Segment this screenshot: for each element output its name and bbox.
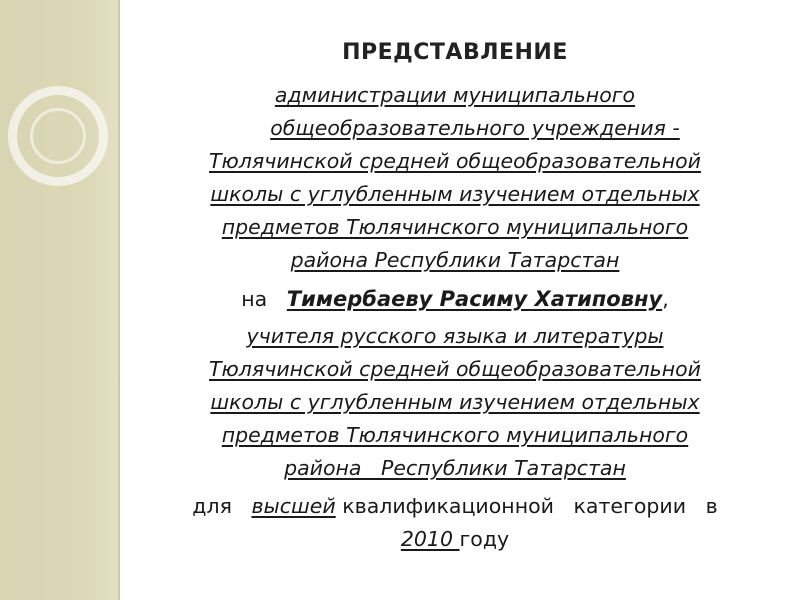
admin-line-4: школы с углубленным изучением отдельных [210,182,700,206]
category-qualification: квалификационной [342,494,554,518]
category-highest: высшей [251,494,336,518]
position-line-2: Тюлячинской средней общеобразовательной [209,357,701,381]
nominee-prefix: на [241,287,268,311]
category-word-in: в [705,494,718,518]
decorative-inner-ring [30,108,86,164]
document-content [130,0,780,600]
admin-line-1: администрации муниципального [274,83,636,107]
position-line-1: учителя русского языка и литературы [246,324,664,348]
admin-line-2: общеобразовательного учреждения - [270,116,680,140]
category-word-category: категории [573,494,687,518]
admin-line-6: района Республики Татарстан [290,248,620,272]
decorative-side-band [0,0,118,600]
category-year-word: году [459,527,510,551]
admin-line-5: предметов Тюлячинского муниципального [221,215,689,239]
nominee-line [130,286,780,312]
position-line-5: района Республики Татарстан [284,456,626,480]
category-word-for: для [192,494,232,518]
category-year: 2010 [400,527,460,551]
document-title: ПРЕДСТАВЛЕНИЕ [342,40,568,65]
year-line [130,526,780,552]
admin-line-3: Тюлячинской средней общеобразовательной [209,149,701,173]
category-line [130,493,780,519]
position-line-3: школы с углубленным изучением отдельных [210,390,700,414]
nominee-name: Тимербаеву Расиму Хатиповну [286,287,663,311]
nominee-suffix: , [662,287,669,311]
position-line-4: предметов Тюлячинского муниципального [221,423,689,447]
side-band-divider [118,0,120,600]
